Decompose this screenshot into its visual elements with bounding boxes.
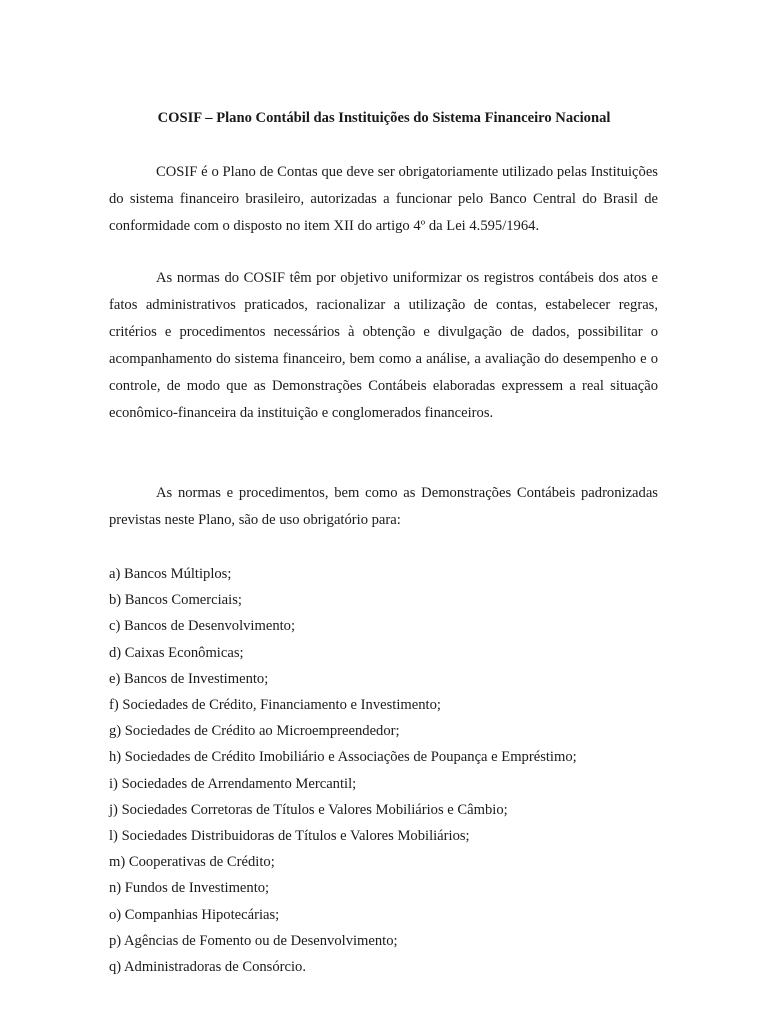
list-item: a) Bancos Múltiplos; <box>109 566 232 582</box>
list-item: f) Sociedades de Crédito, Financiamento e Investimento; <box>109 697 441 714</box>
paragraph-mandatory-use: As normas e procedimentos, bem como as Demonstrações Contábeis padronizadas previstas neste Plano, são de uso obrigatório para: <box>109 485 658 528</box>
list-item: h) Sociedades de Crédito Imobiliário e Associações de Poupança e Empréstimo; <box>109 749 577 766</box>
list-item: e) Bancos de Investimento; <box>109 670 269 687</box>
list-item: c) Bancos de Desenvolvimento; <box>109 618 296 635</box>
institution-list <box>109 561 577 980</box>
list-item: o) Companhias Hipotecárias; <box>109 906 280 923</box>
list-item: l) Sociedades Distribuidoras de Títulos e Valores Mobiliários; <box>109 828 470 845</box>
list-item: n) Fundos de Investimento; <box>109 880 270 897</box>
list-item: b) Bancos Comerciais; <box>109 592 242 609</box>
list-item: d) Caixas Econômicas; <box>109 644 244 661</box>
document-title: COSIF – Plano Contábil das Instituições do Sistema Financeiro Nacional <box>157 110 611 126</box>
list-item: g) Sociedades de Crédito ao Microempreendedor; <box>109 723 400 740</box>
paragraph-cosif-objectives: As normas do COSIF têm por objetivo uniformizar os registros contábeis dos atos e fatos administrativos praticados, racionalizar a utilização de contas, estabelecer regras, critérios e procedimentos necessários à obtenção e divulgação de dados, possibilitar o acompanhamento do sistema financeiro, bem como a análise, a avaliação do desempenho e o controle, de modo que as Demonstrações Contábeis elaboradas expressem a real situação econômico-financeira da instituição e conglomerados financeiros. <box>109 270 658 421</box>
list-item: q) Administradoras de Consórcio. <box>109 959 306 976</box>
paragraph-cosif-definition: COSIF é o Plano de Contas que deve ser obrigatoriamente utilizado pelas Instituições do sistema financeiro brasileiro, autorizadas a funcionar pelo Banco Central do Brasil de conformidade com o disposto no item XII do artigo 4º da Lei 4.595/1964. <box>109 164 658 234</box>
list-item: m) Cooperativas de Crédito; <box>109 854 275 871</box>
list-item: p) Agências de Fomento ou de Desenvolvimento; <box>109 932 398 949</box>
list-item: j) Sociedades Corretoras de Títulos e Valores Mobiliários e Câmbio; <box>109 801 508 818</box>
list-item: i) Sociedades de Arrendamento Mercantil; <box>109 775 357 792</box>
